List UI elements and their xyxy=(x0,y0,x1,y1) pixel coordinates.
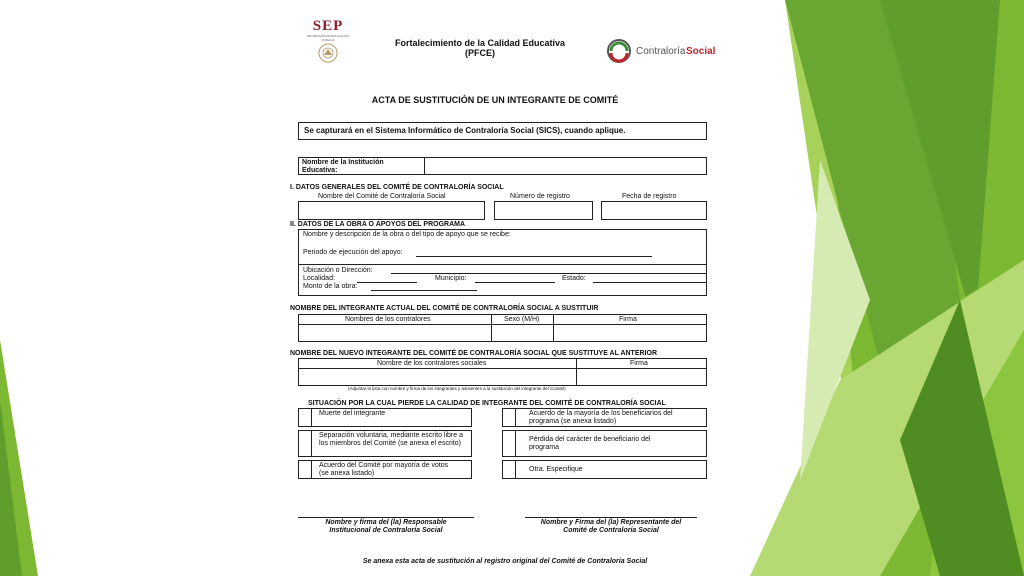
locality-line[interactable] xyxy=(357,282,417,283)
program-title xyxy=(380,38,580,58)
current-member-heading: NOMBRE DEL INTEGRANTE ACTUAL DEL COMITÉ DE CONTRALORÍA SOCIAL A SUSTITUIR xyxy=(290,305,599,312)
notice-text: Se capturará en el Sistema Informático de Contraloría Social (SICS), cuando aplique. xyxy=(304,126,626,135)
section2-divider xyxy=(299,264,706,265)
current-member-col1: Nombres de los contralores xyxy=(345,316,431,323)
notice-box xyxy=(298,122,707,140)
state-label: Estado: xyxy=(562,275,586,282)
situation-heading: SITUACIÓN POR LA CUAL PIERDE LA CALIDAD DE INTEGRANTE DEL COMITÉ DE CONTRALORÍA SOCIAL xyxy=(308,400,666,407)
section2-box xyxy=(298,229,707,296)
current-member-col3: Firma xyxy=(619,316,637,323)
right-signature-label-line1: Nombre y Firma del (la) Representante del xyxy=(540,519,682,526)
municipality-line[interactable] xyxy=(475,282,555,283)
execution-period-label: Periodo de ejecución del apoyo: xyxy=(303,249,403,256)
section2-heading: II. DATOS DE LA OBRA O APOYOS DEL PROGRAMA xyxy=(290,221,466,228)
sep-logo xyxy=(305,18,351,66)
situation-option-6[interactable] xyxy=(502,460,707,479)
situation-checkbox-5[interactable] xyxy=(298,460,312,479)
situation-option-5-text: Acuerdo del Comité por mayoría de votos (se anexa listado) xyxy=(319,462,449,477)
current-member-table xyxy=(298,314,707,342)
location-label: Ubicación o Dirección: xyxy=(303,267,373,274)
situation-option-1-text: Muerte del integrante xyxy=(319,410,386,417)
situation-checkbox-2[interactable] xyxy=(502,408,516,427)
situation-checkbox-1[interactable] xyxy=(298,408,312,427)
amount-line[interactable] xyxy=(371,290,477,291)
right-signature-label-line2: Comité de Contraloría Social xyxy=(563,527,659,534)
situation-checkbox-4[interactable] xyxy=(502,430,516,457)
state-line[interactable] xyxy=(593,282,706,283)
situation-option-3-text: Separación voluntaria, mediante escrito libre a los miembros del Comité (se anexa el escrito) xyxy=(319,432,463,447)
new-member-col-divider xyxy=(576,359,577,385)
new-member-heading: NOMBRE DEL NUEVO INTEGRANTE DEL COMITÉ DE CONTRALORÍA SOCIAL QUE SUSTITUYE AL ANTERIOR xyxy=(290,350,658,357)
new-member-col2: Firma xyxy=(630,360,648,367)
locality-label: Localidad: xyxy=(303,275,335,282)
program-title-line1: Fortalecimiento de la Calidad Educativa xyxy=(394,38,566,48)
situation-option-5[interactable] xyxy=(298,460,472,479)
situation-checkbox-3[interactable] xyxy=(298,430,312,457)
left-signature-label xyxy=(298,519,474,535)
left-signature-line[interactable] xyxy=(298,517,474,518)
amount-label: Monto de la obra: xyxy=(303,283,358,290)
current-member-header-divider xyxy=(299,324,706,325)
section1-col1-label: Nombre del Comité de Contraloría Social xyxy=(318,193,446,200)
sep-logo-subtitle: SECRETARÍA DE EDUCACIÓN PÚBLICA xyxy=(306,34,350,42)
registration-date-field[interactable] xyxy=(601,201,707,220)
situation-option-3[interactable] xyxy=(298,430,472,457)
section2-divider-2 xyxy=(453,273,706,274)
contraloria-social-logo xyxy=(606,38,716,66)
situation-option-2-text: Acuerdo de la mayoría de los beneficiarios del programa (se anexa listado) xyxy=(529,410,673,425)
institution-label-line2: Educativa: xyxy=(302,167,338,174)
institution-label-cell xyxy=(298,157,425,175)
section1-col2-label: Número de registro xyxy=(510,193,570,200)
situation-option-4[interactable] xyxy=(502,430,707,457)
situation-option-4-text: Pérdida del carácter de beneficiario del programa xyxy=(529,436,651,451)
right-signature-line[interactable] xyxy=(525,517,697,518)
situation-checkbox-6[interactable] xyxy=(502,460,516,479)
current-member-col-divider-1 xyxy=(491,315,492,341)
situation-option-2[interactable] xyxy=(502,408,707,427)
new-member-note: (Adjuntar la lista con nombre y firma de los integrantes y asistentes a la sustitución del integrante del Comité) xyxy=(348,386,566,391)
form-title: ACTA DE SUSTITUCIÓN DE UN INTEGRANTE DE COMITÉ xyxy=(371,95,619,105)
registration-number-field[interactable] xyxy=(494,201,593,220)
cs-logo-word-b: Social xyxy=(686,46,716,57)
sep-logo-text: SEP xyxy=(312,18,344,34)
section1-heading: I. DATOS GENERALES DEL COMITÉ DE CONTRALORÍA SOCIAL xyxy=(290,184,504,191)
support-description-label: Nombre y descripción de la obra o del tipo de apoyo que se recibe: xyxy=(303,231,511,238)
current-member-col2: Sexo (M/H) xyxy=(504,316,540,323)
institution-row xyxy=(298,157,707,175)
location-line[interactable] xyxy=(391,273,453,274)
situation-option-1[interactable] xyxy=(298,408,472,427)
committee-name-field[interactable] xyxy=(298,201,485,220)
institution-label-line1: Nombre de la Institución xyxy=(302,159,384,166)
left-signature-label-line2: Institucional de Contraloría Social xyxy=(329,527,443,534)
left-signature-label-line1: Nombre y firma del (la) Responsable xyxy=(325,519,447,526)
execution-period-line[interactable] xyxy=(416,256,652,257)
institution-name-field[interactable] xyxy=(426,158,706,174)
cs-logo-word-a: Contraloría xyxy=(636,46,686,57)
contraloria-social-emblem-icon xyxy=(606,38,632,64)
section1-col3-label: Fecha de registro xyxy=(622,193,677,200)
sep-seal-icon xyxy=(318,43,338,63)
right-signature-label xyxy=(520,519,702,535)
program-title-line2: (PFCE) xyxy=(465,48,495,58)
municipality-label: Municipio: xyxy=(435,275,467,282)
footer-note: Se anexa esta acta de sustitución al registro original del Comité de Contraloría Social xyxy=(362,558,648,565)
new-member-col1: Nombre de los contralores sociales xyxy=(377,360,487,367)
current-member-col-divider-2 xyxy=(553,315,554,341)
situation-option-6-text: Otra. Especifique xyxy=(529,466,583,473)
new-member-table xyxy=(298,358,707,386)
new-member-header-divider xyxy=(299,368,706,369)
